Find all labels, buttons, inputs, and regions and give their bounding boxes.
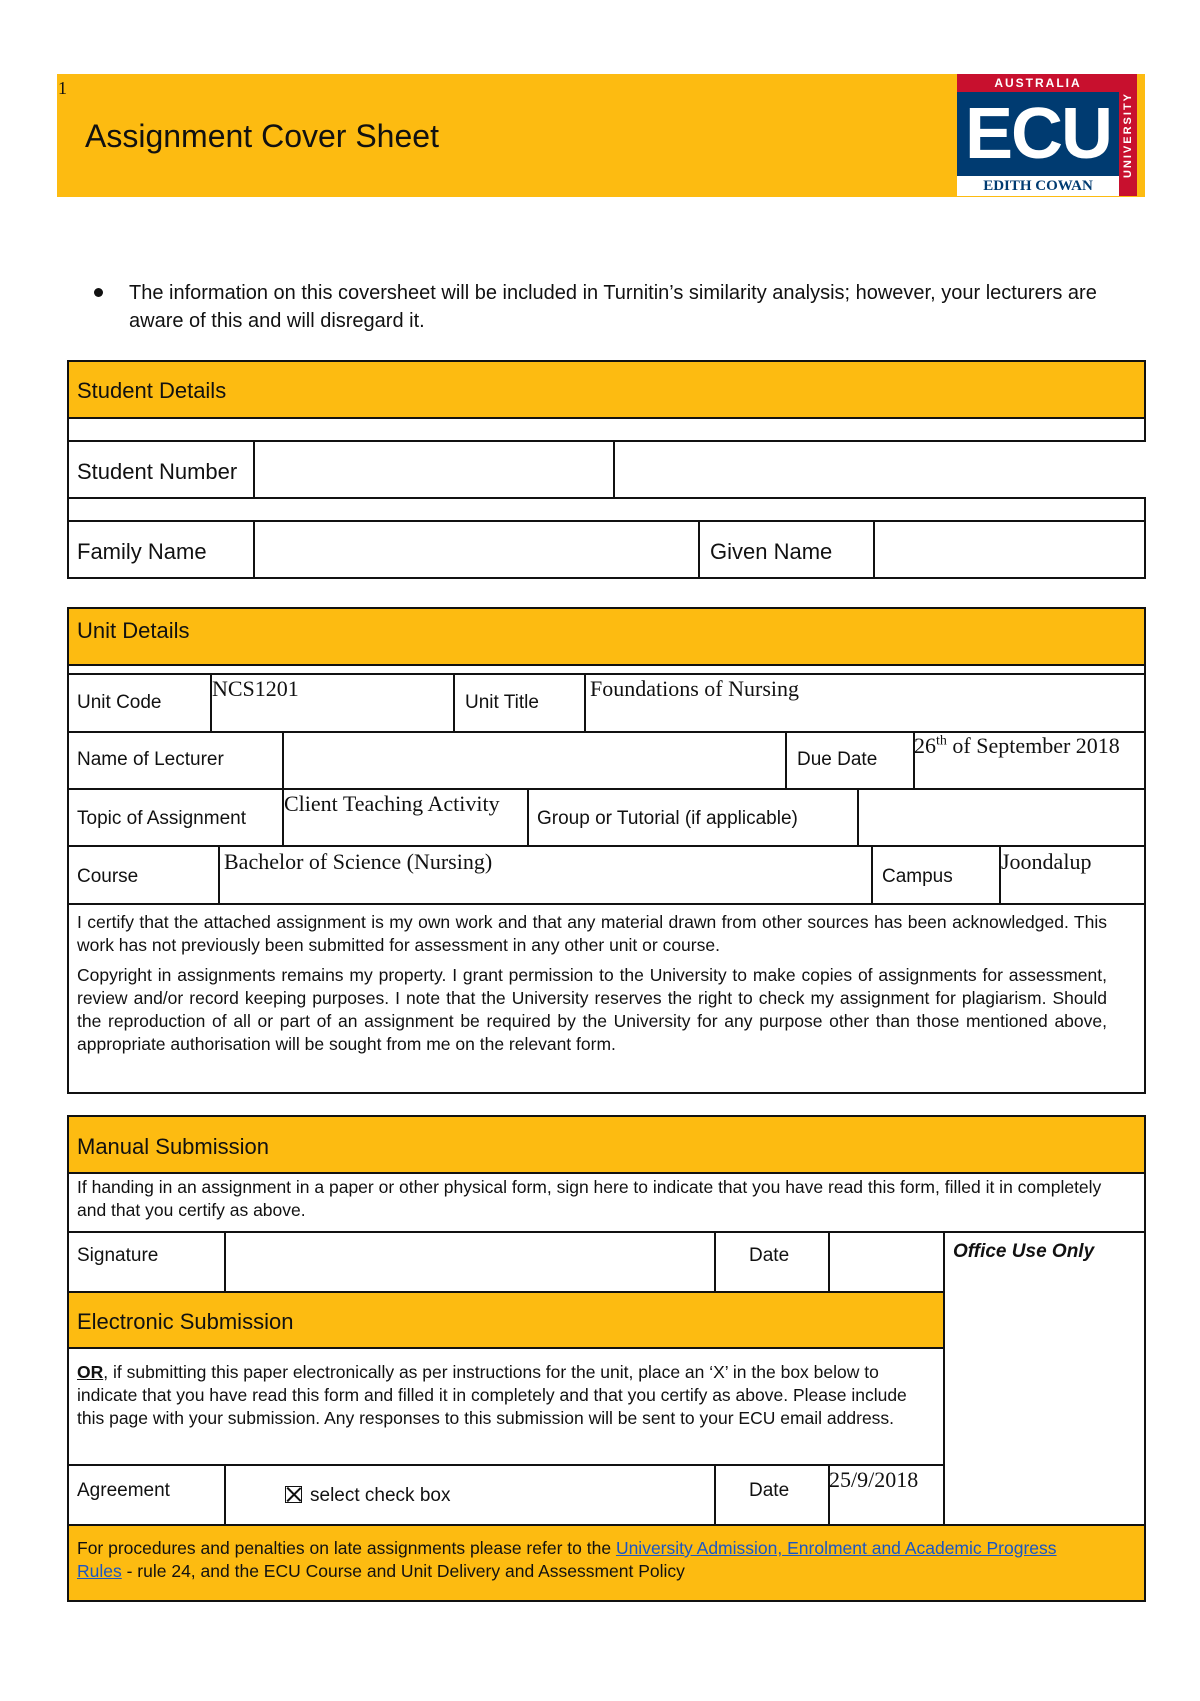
page-number: 1 [58, 78, 67, 98]
ecu-logo [957, 74, 1137, 196]
given-name-field[interactable] [875, 522, 1144, 577]
unit-title-value[interactable]: Foundations of Nursing [590, 676, 799, 701]
logo-bottom-bar [957, 176, 1119, 196]
or-label: OR [77, 1362, 104, 1382]
unit-code-value[interactable]: NCS1201 [212, 676, 299, 701]
student-details-heading-row [67, 360, 1146, 419]
checkbox-checked-icon[interactable] [285, 1486, 302, 1503]
rules-link[interactable]: Rules [77, 1561, 122, 1581]
course-label: Course [77, 866, 139, 887]
rule [218, 845, 220, 903]
due-date-label: Due Date [797, 749, 878, 770]
footer-text-before: For procedures and penalties on late assignments please refer to the [77, 1538, 616, 1558]
campus-label: Campus [882, 866, 953, 887]
page-title: Assignment Cover Sheet [85, 118, 439, 154]
rule [714, 1464, 716, 1524]
footer-text-after: - rule 24, and the ECU Course and Unit Delivery and Assessment Policy [121, 1561, 685, 1581]
manual-date-label: Date [749, 1245, 790, 1266]
rule [67, 845, 1146, 847]
lecturer-field[interactable] [284, 733, 785, 786]
agreement-checkbox[interactable] [285, 1485, 450, 1507]
rule [224, 1464, 226, 1524]
logo-side-text: UNIVERSITY [1122, 92, 1134, 179]
unit-details-heading-row [67, 607, 1146, 666]
electronic-date-value[interactable]: 25/9/2018 [829, 1467, 919, 1492]
rule [613, 440, 615, 499]
logo-main-text: ECU [964, 94, 1111, 174]
logo-top-text: AUSTRALIA [994, 76, 1082, 90]
footer-text [77, 1537, 1137, 1583]
logo-side-bar [1119, 74, 1137, 196]
signature-field[interactable] [226, 1233, 714, 1289]
rule [714, 1231, 716, 1291]
rule [527, 788, 529, 845]
manual-date-field[interactable] [830, 1233, 943, 1289]
campus-value[interactable]: Joondalup [1001, 849, 1092, 874]
student-details-spacer [67, 417, 1146, 442]
family-name-field[interactable] [255, 522, 698, 577]
rule [584, 673, 586, 731]
rule [698, 520, 700, 579]
logo-main-block [957, 92, 1119, 176]
rule [67, 1464, 944, 1466]
rule [871, 845, 873, 903]
certify-text: I certify that the attached assignment is my own work and that any material drawn from other sources has been acknowledged. This work has not previously been submitted for assessment in any other unit or course. [77, 912, 1107, 955]
rule [67, 673, 1146, 675]
footer-band [69, 1524, 1144, 1600]
lecturer-label: Name of Lecturer [77, 749, 224, 770]
manual-submission-heading: Manual Submission [77, 1134, 269, 1159]
bullet-dot [94, 288, 103, 297]
electronic-instructions: , if submitting this paper electronically as per instructions for the unit, place an ‘X’ in the box below to indicate that you have read this form and filled it in completely and that you certify as above. Please include this page with your submission. Any responses to this submission will be sent to your ECU email address. [77, 1362, 907, 1428]
rule [943, 1231, 945, 1524]
copyright-text: Copyright in assignments remains my property. I grant permission to the University to make copies of assignments for assessment, review and/or record keeping purposes. I note that the University reserves the right to check my assignment for plagiarism. Should the reproduction of all or part of an assignment be required by the University for any purpose other than those mentioned above, appropriate authorisation will be sought from me on the relevant form. [77, 965, 1107, 1054]
topic-value[interactable]: Client Teaching Activity [284, 791, 500, 816]
logo-bottom-text: EDITH COWAN [983, 178, 1093, 194]
notice-text: The information on this coversheet will be included in Turnitin’s similarity analysis; however, your lecturers are aware of this and will disregard it. [129, 282, 1097, 332]
electronic-submission-text [77, 1361, 937, 1430]
group-field[interactable] [859, 790, 1144, 843]
unit-details-heading: Unit Details [77, 618, 190, 643]
family-name-label: Family Name [77, 539, 207, 564]
due-date-day: 26 [914, 733, 936, 758]
rule [453, 673, 455, 731]
agreement-label: Agreement [77, 1480, 170, 1501]
due-date-suffix: th [936, 733, 947, 749]
rule [67, 903, 1146, 905]
admission-rules-link[interactable]: University Admission, Enrolment and Academic Progress [615, 1538, 1057, 1558]
due-date-value[interactable] [914, 733, 1120, 759]
checkbox-label: select check box [310, 1485, 451, 1506]
electronic-submission-heading: Electronic Submission [77, 1309, 294, 1334]
course-value[interactable]: Bachelor of Science (Nursing) [224, 849, 493, 874]
manual-submission-text: If handing in an assignment in a paper or other physical form, sign here to indicate that you have read this form, filled it in completely and that you certify as above. [77, 1177, 1102, 1220]
student-number-field[interactable] [255, 442, 613, 497]
rule [67, 440, 69, 499]
group-label: Group or Tutorial (if applicable) [537, 808, 798, 829]
given-name-label: Given Name [710, 539, 833, 564]
signature-label: Signature [77, 1245, 159, 1266]
student-details-spacer-2 [67, 497, 1146, 522]
student-details-heading: Student Details [77, 378, 227, 403]
topic-label: Topic of Assignment [77, 808, 246, 829]
logo-top-bar [957, 74, 1119, 92]
rule [785, 731, 787, 788]
office-use-label: Office Use Only [953, 1241, 1095, 1262]
unit-title-label: Unit Title [465, 692, 539, 713]
student-number-label: Student Number [77, 459, 238, 484]
electronic-date-label: Date [749, 1480, 790, 1501]
unit-code-label: Unit Code [77, 692, 162, 713]
due-date-rest: of September 2018 [946, 733, 1120, 758]
